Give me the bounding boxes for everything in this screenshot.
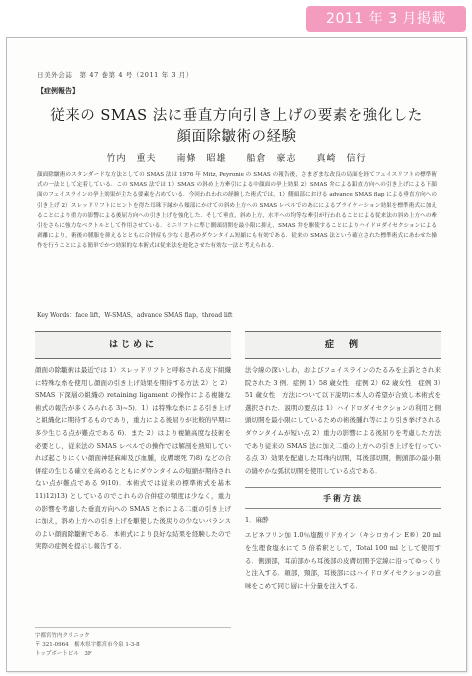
article-title-line-2: 顔面除皺術の経験 xyxy=(176,129,297,145)
case-body: 法令線の深いしわ，およびフェイスラインのたるみを主訴とされ来院された 3 例．症例 1）58 歳女性 症例 2）62 歳女性 症例 3）51 歳女性 方法について以下説明に本人の希望が合致し本術式を選択された．説明の要点は 1）ハイドロダイセクションの利用と側頭切開を最小限にしているための術後腫れ等により引き挙げされるダウンタイムが短い点 2）重力の影響による後屈りを考慮した方法であり従来の SMAS 法に加え二重の上方への引き上げを行っている点 3）効果を配慮した耳珠内切開，耳後部切開，側頭部の最小限の縫やかな弧状切開を使用している点である． xyxy=(245,366,441,475)
surgical-method-heading: 手術方法 xyxy=(245,487,441,509)
publication-date-badge: 2011 年 3 月掲載 xyxy=(306,6,466,32)
article-page xyxy=(6,37,467,672)
affiliation-building: トップボートビル 3F xyxy=(35,651,92,657)
author-affiliation xyxy=(35,627,231,659)
affiliation-clinic: 宇都宮竹内クリニック xyxy=(35,633,90,639)
right-column xyxy=(245,331,441,592)
case-heading: 症 例 xyxy=(245,331,441,359)
anesthesia-body: エピネフリン加 1.0％塩酸リドカイン（キシロカイン E®）20 ml を生理食塩水にて 5 倍希釈として，Total 100 ml として使用する．側頭部，耳前部から耳後部の皮膚切開予定線に沿ってゆっくりと注入する．頬部，頸部，耳後部にはハイドロダイセクションの意味をこめて同じ層に十分量を注入する． xyxy=(245,531,441,590)
introduction-heading: はじめに xyxy=(35,331,231,359)
abstract: 顔面除皺術のスタンダードな方法としての SMAS 法は 1976 年 Mitz, Peyronie の SMAS の報告後，さまざまな改良の局面を経てフェイスリフトの標準術式の一法として定着している．この SMAS 法では 1）SMAS の斜め上方牽引による中顔面の挙上効果 2）SMAS 弁による鉛直方向への引き上げによる下顔面のフェイスラインの挙上効果が主たる要素を占めている．今回われわれの経験した術式では，1）側頭部における advance SMAS flap による垂直方向への引き上げ 2）スレッドリフトにヒントを得た耳珠下縁から頬部にかけての斜め上方への SMAS レベルでのあにによるプライケーション効果を標準術式に加えることにより重力の影響による後屈方向への引き上げを強化した．そして垂直，斜め上方，水平への均等な牽引が行われることによる従来法の斜め上方への牽引をさらに強力なベクトルとして作用させている．ミニリフトに準じ側頭切開を最小限に抑え，SMAS 弁を駆使することによりハイドロダイセクションによる剥離により，術後の腫脹を抑えるとともに合併症も少なく患者のダウンタイム短縮にも有効である．従来の SMAS 法という確立された標準術式にあわせた操作を行うことによる簡単でかつ効果的な本術式は従来法を進化させた有効な一法と考えられる． xyxy=(37,172,437,250)
keywords: Key Words：face lift，W-SMAS，advance SMAS flap，thread lift xyxy=(37,312,233,319)
author-list: 竹内 重夫 南條 昭雄 船倉 豪志 真崎 信行 xyxy=(106,154,367,164)
journal-header: 日美外会誌 第 47 巻第 4 号（2011 年 3 月） xyxy=(37,71,193,79)
section-tag: 【症例報告】 xyxy=(37,86,79,95)
anesthesia-label: 1．麻酔 xyxy=(245,516,269,525)
introduction-body: 顔面の除皺術は最近では 1）スレッドリフトと呼称される皮下組織に特殊な糸を使用し顔面の引き上げ効果を期待する方法 2）と 2）SMAS 下深層の組織の retaining ligament の操作による複雑な術式の報告が多くみられる 3)~5)．1）は特殊な糸による引き上げと組織化に期待するものであり，重力による後屈りが比較的早期に多少生じる点が難点である 6)．また 2）はより複雑高度な技術を必要とし，従来法の SMAS レベルでの操作では解剖を熟知していれば起こりにくい顔面神経麻痺及び血腫，皮膚壊死 7)8) などの合併症の生じる確立を高めるとともにダウンタイムの短縮が期待されない点が難点である 9)10)．本術式では従来の標準術式を基本 11)12)13) としているのでこれらの合併症の頻度は少なく，重力の影響を考慮した垂直方向への SMAS と糸による二重の引き上げに加え，斜め上方への引き上げを駆使した後戻りの少ないバランスのよい顔面除皺術である．本術式により良好な結果を経験したので実際の症例を提示し報告する． xyxy=(35,366,231,551)
article-title-line-1: 従来の SMAS 法に垂直方向引き上げの要素を強化した xyxy=(50,108,423,124)
left-column xyxy=(35,331,231,553)
affiliation-address: 〒 321-0964 栃木県宇都宮市今泉 1-3-8 xyxy=(35,642,140,648)
